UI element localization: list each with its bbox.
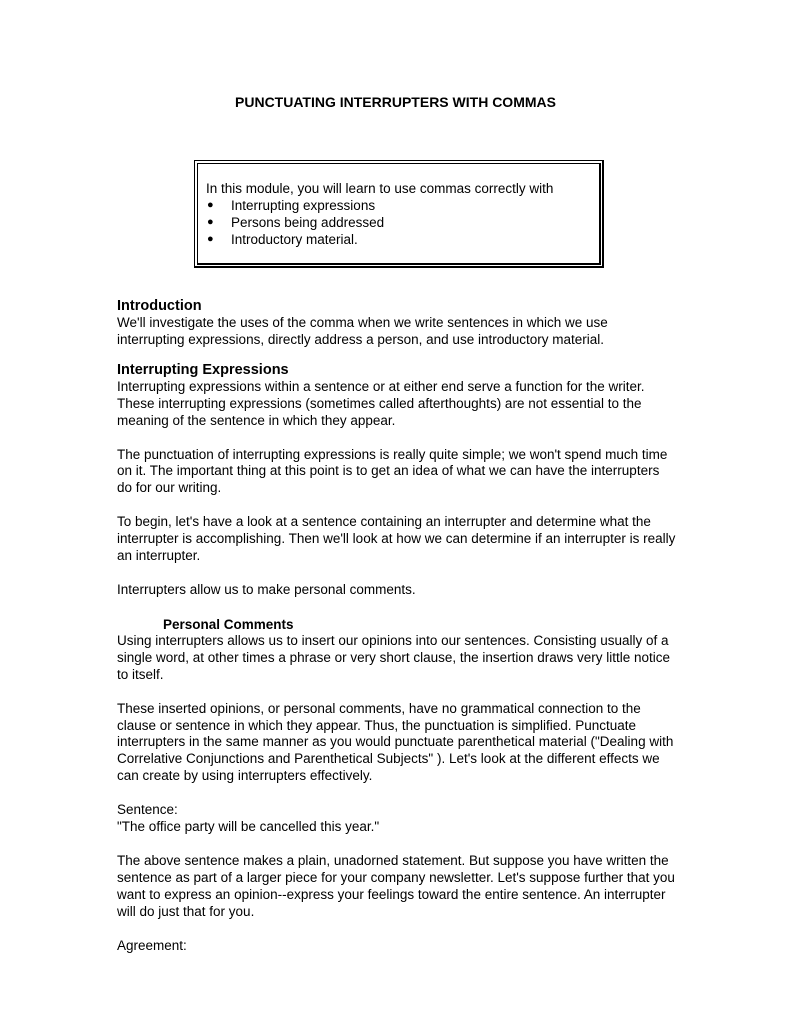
interrupting-paragraph-3: To begin, let's have a look at a sentence containing an interrupter and determine what the interrupter is accomplishing. Then we'll look at how we can determine if an interrupter is really an interrupter. bbox=[117, 514, 676, 564]
module-objectives-intro: In this module, you will learn to use commas correctly with bbox=[206, 181, 554, 196]
interrupting-paragraph-1: Interrupting expressions within a sentence or at either end serve a function for the writer. These interrupting expressions (sometimes called afterthoughts) are not essential to the meaning of the sentence in which they appear. bbox=[117, 378, 645, 428]
interrupting-expressions-heading: Interrupting Expressions bbox=[117, 361, 289, 378]
example-sentence-block bbox=[117, 802, 677, 836]
introduction-paragraph: We'll investigate the uses of the comma when we write sentences in which we use interrupting expressions, directly address a person, and use introductory material. bbox=[117, 315, 608, 347]
objective-item-label: Persons being addressed bbox=[231, 215, 385, 230]
module-objectives-box bbox=[194, 160, 604, 268]
objective-item bbox=[206, 214, 553, 231]
objective-item-label: Introductory material. bbox=[231, 232, 358, 247]
introduction-heading: Introduction bbox=[117, 298, 202, 314]
personal-comments-heading: Personal Comments bbox=[163, 616, 294, 632]
objective-item bbox=[206, 197, 553, 214]
objective-item bbox=[206, 231, 553, 248]
personal-comments-paragraph-3: The above sentence makes a plain, unadorned statement. But suppose you have written the sentence as part of a larger piece for your company newsletter. Let's suppose further that you want to express an opinion--express your feelings toward the entire sentence. An interrupter will do just that for you. bbox=[117, 852, 675, 919]
bullet-icon: ● bbox=[207, 216, 214, 228]
module-objectives-content bbox=[206, 180, 553, 248]
agreement-label: Agreement: bbox=[117, 937, 187, 953]
example-sentence: "The office party will be cancelled this year." bbox=[117, 819, 380, 835]
page-title: PUNCTUATING INTERRUPTERS WITH COMMAS bbox=[235, 94, 556, 110]
interrupting-paragraph-4: Interrupters allow us to make personal comments. bbox=[117, 581, 416, 597]
personal-comments-paragraph-1: Using interrupters allows us to insert our opinions into our sentences. Consisting usually of a single word, at other times a phrase or very short clause, the insertion draws very little notice to itself. bbox=[117, 632, 670, 682]
personal-comments-paragraph-2: These inserted opinions, or personal comments, have no grammatical connection to the clause or sentence in which they appear. Thus, the punctuation is simplified. Punctuate interrupters in the same manner as you would punctuate parenthetical material ("Dealing with Correlative Conjunctions and Parenthetical Subjects" ). Let's look at the different effects we can create by using interrupters effectively. bbox=[117, 700, 674, 784]
bullet-icon: ● bbox=[207, 199, 214, 211]
bullet-icon: ● bbox=[207, 233, 214, 245]
interrupting-paragraph-2: The punctuation of interrupting expressions is really quite simple; we won't spend much time on it. The important thing at this point is to get an idea of what we can have the interrupters do for our writing. bbox=[117, 446, 668, 496]
objective-item-label: Interrupting expressions bbox=[231, 198, 376, 213]
document-body bbox=[117, 297, 677, 971]
module-objectives-list bbox=[206, 197, 553, 248]
sentence-label: Sentence: bbox=[117, 802, 178, 818]
